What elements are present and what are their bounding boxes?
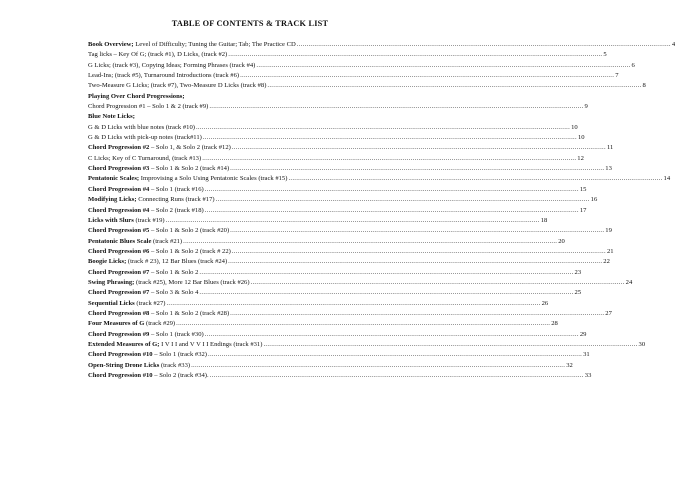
toc-entry-text — [88, 226, 229, 236]
toc-entry-description: – Solo 1 (track #30) — [149, 330, 204, 338]
toc-entry-description: (track # 23), 12 Bar Blues (track #24) — [126, 258, 228, 266]
toc-entry-description: – Solo 1, & Solo 2 (track #12) — [149, 144, 231, 152]
toc-entry-heading: Pentatonic Scales; — [88, 175, 140, 183]
dot-leader — [251, 278, 625, 286]
toc-entry — [88, 340, 646, 350]
toc-entry-description: – Solo 1 & Solo 2 (track #14) — [149, 165, 230, 173]
toc-page-number: 27 — [605, 309, 612, 317]
toc-page-number: 31 — [583, 351, 590, 359]
table-of-contents — [88, 40, 675, 381]
toc-entry-text — [88, 216, 165, 226]
toc-page-number: 8 — [642, 82, 646, 90]
dot-leader — [176, 319, 550, 327]
toc-entry — [88, 185, 587, 195]
dot-leader — [183, 237, 557, 245]
toc-entry — [88, 81, 646, 91]
toc-entry-text — [88, 350, 207, 360]
dot-leader — [263, 340, 637, 348]
toc-entry — [88, 278, 633, 288]
dot-leader — [208, 350, 582, 358]
toc-page-number: 10 — [577, 134, 585, 142]
toc-entry — [88, 319, 558, 329]
dot-leader — [205, 206, 579, 214]
toc-page-number: 32 — [566, 361, 573, 369]
toc-entry-heading: Chord Progression #2 — [88, 144, 150, 152]
toc-entry-description: (track #19) — [133, 216, 165, 224]
toc-entry — [88, 288, 582, 298]
dot-leader — [256, 61, 630, 69]
toc-entry-heading: Open-String Drone Licks — [88, 361, 160, 369]
toc-entry-description: – Solo 2 (track #34). — [152, 372, 209, 379]
toc-entry — [88, 92, 400, 102]
toc-entry-text — [88, 40, 296, 50]
toc-page-number: 4 — [671, 41, 675, 48]
page-title: TABLE OF CONTENTS & TRACK LIST — [171, 19, 329, 28]
toc-entry-text — [88, 330, 204, 340]
toc-entry-heading: Chord Progression #5 — [88, 227, 150, 235]
toc-entry — [88, 61, 635, 71]
toc-entry — [88, 143, 614, 153]
dot-leader — [228, 257, 602, 265]
toc-entry-heading: Sequential Licks — [88, 299, 135, 307]
toc-entry-heading: Modifying Licks; — [88, 196, 137, 204]
toc-entry-heading: Chord Progression #9 — [88, 330, 150, 338]
dot-leader — [228, 50, 602, 58]
toc-entry-heading: Boogie Licks; — [88, 258, 127, 266]
toc-entry-text — [88, 81, 266, 91]
toc-entry-description: (track #27) — [134, 299, 166, 307]
toc-page-number: 16 — [590, 196, 598, 204]
toc-entry-heading: Chord Progression #3 — [88, 165, 150, 173]
toc-entry-description: – Solo 3 & Solo 4 — [149, 289, 199, 297]
toc-entry-heading: Pentatonic Blues Scale — [88, 237, 152, 245]
toc-entry-description: Improvising a Solo Using Pentatonic Scales (track #15) — [139, 175, 288, 183]
toc-entry-text — [88, 257, 227, 267]
dot-leader — [230, 226, 604, 234]
toc-entry-heading: Chord Progression #4 — [88, 206, 150, 214]
toc-entry — [88, 71, 619, 81]
toc-entry — [88, 299, 549, 309]
toc-page-number: 13 — [605, 165, 612, 173]
toc-page-number: 12 — [577, 154, 584, 162]
toc-entry-description: (track #21) — [151, 237, 183, 245]
toc-entry-description: (track #25), More 12 Bar Blues (track #26) — [134, 278, 250, 286]
toc-entry — [88, 330, 587, 340]
toc-entry-text — [88, 340, 262, 350]
toc-page-number: 11 — [606, 144, 614, 152]
toc-entry-text — [88, 247, 231, 257]
toc-entry — [88, 123, 578, 133]
dot-leader — [166, 299, 540, 307]
toc-page-number: 29 — [579, 330, 587, 338]
dot-leader — [230, 164, 604, 172]
toc-entry-description: (track #29) — [144, 320, 176, 328]
toc-entry-heading: Swing Phrasing; — [88, 278, 135, 286]
toc-entry-text — [88, 185, 204, 195]
dot-leader — [199, 268, 573, 276]
toc-entry-description: Level of Difficulty; Tuning the Guitar; Tab; The Practice CD — [133, 41, 296, 48]
toc-entry-heading: Chord Progression #10 — [88, 372, 153, 379]
toc-page-number: 25 — [574, 289, 582, 297]
toc-entry-description: – Solo 1 (track #32) — [152, 351, 207, 359]
toc-entry-text — [88, 361, 190, 371]
toc-entry-text — [88, 288, 198, 298]
dot-leader — [203, 133, 577, 141]
toc-entry-heading: Book Overview; — [88, 41, 134, 48]
toc-entry — [88, 102, 588, 112]
toc-page-number: 10 — [571, 123, 578, 131]
toc-entry — [88, 309, 612, 319]
toc-entry — [88, 50, 607, 60]
toc-page-number: 5 — [603, 51, 607, 59]
toc-page-number: 33 — [584, 372, 592, 379]
toc-entry-description: Two-Measure G Licks; (track #7), Two-Measure D Licks (track #8) — [88, 82, 267, 90]
toc-entry-description: I V I I and V V I I Endings (track #31) — [159, 340, 263, 348]
dot-leader — [216, 195, 590, 203]
dot-leader — [232, 247, 606, 255]
toc-entry-text — [88, 123, 195, 133]
toc-entry — [88, 361, 573, 371]
toc-entry — [88, 371, 592, 381]
toc-entry-description: (track #33) — [159, 361, 191, 369]
toc-entry-description: Connecting Runs (track #17) — [136, 196, 215, 204]
toc-page-number: 26 — [541, 299, 549, 307]
dot-leader — [210, 371, 584, 379]
toc-entry-description: – Solo 1 & Solo 2 (track # 22) — [149, 247, 231, 255]
dot-leader — [205, 185, 579, 193]
dot-leader — [205, 330, 579, 338]
toc-entry-heading: Extended Measures of G; — [88, 340, 160, 348]
toc-entry-heading: Playing Over Chord Progressions; — [88, 92, 185, 100]
dot-leader — [240, 71, 614, 79]
toc-entry-text — [88, 195, 215, 205]
toc-entry-text — [88, 237, 182, 247]
toc-entry-text — [88, 154, 201, 164]
toc-entry-text — [88, 102, 208, 112]
toc-entry-description: Lead-Ins; (track #5), Turnaround Introductions (track #6) — [88, 72, 240, 80]
toc-page-number: 22 — [603, 258, 610, 266]
toc-entry-heading: Chord Progression #6 — [88, 247, 150, 255]
toc-entry-description: C Licks; Key of C Turnaround, (track #13) — [88, 154, 202, 162]
toc-entry-description: – Solo 1 & Solo 2 (track #28) — [149, 309, 230, 317]
toc-entry — [88, 257, 610, 267]
toc-entry — [88, 112, 400, 122]
dot-leader — [209, 102, 583, 110]
toc-entry-description: – Solo 2 (track #18) — [149, 206, 204, 214]
toc-entry-heading: Chord Progression #7 — [88, 289, 150, 297]
toc-entry-text — [88, 319, 175, 329]
toc-entry-heading: Chord Progression #7 — [88, 268, 150, 276]
toc-entry-description: G & D Licks with pick-up notes (track#11) — [88, 134, 202, 142]
toc-entry-text — [88, 174, 287, 184]
toc-entry-heading: Chord Progression #4 — [88, 185, 150, 193]
toc-entry-heading: Chord Progression #8 — [88, 309, 150, 317]
toc-entry-heading: Blue Note Licks; — [88, 113, 135, 121]
toc-entry-description: G Licks; (track #3), Copying Ideas; Forming Phrases (track #4) — [88, 61, 256, 69]
toc-entry-text — [88, 164, 229, 174]
dot-leader — [199, 288, 573, 296]
toc-entry-text — [88, 371, 209, 381]
toc-entry — [88, 247, 614, 257]
toc-entry-description: G & D Licks with blue notes (track #10) — [88, 123, 195, 131]
toc-page-number: 30 — [638, 340, 646, 348]
toc-page-number: 17 — [579, 206, 587, 214]
toc-entry-heading: Chord Progression #10 — [88, 351, 153, 359]
toc-entry-text — [88, 299, 165, 309]
toc-entry-text — [88, 278, 250, 288]
toc-page-number: 20 — [558, 237, 565, 245]
toc-entry-text — [88, 268, 198, 278]
toc-page-number: 19 — [605, 227, 612, 235]
toc-page-number: 23 — [574, 268, 582, 276]
toc-entry-text — [88, 309, 229, 319]
dot-leader — [232, 143, 606, 151]
toc-entry — [88, 174, 671, 184]
dot-leader — [166, 216, 540, 224]
toc-entry-description: – Solo 1 & Solo 2 (track #20) — [149, 227, 230, 235]
toc-entry — [88, 195, 598, 205]
dot-leader — [230, 309, 604, 317]
toc-entry-description: Tag licks – Key Of G; (track #1), D Licks, (track #2) — [88, 51, 228, 59]
toc-page-number: 9 — [584, 103, 588, 111]
toc-entry — [88, 40, 675, 50]
dot-leader — [202, 154, 576, 162]
toc-page-number: 21 — [606, 247, 614, 255]
toc-entry-text — [88, 113, 135, 120]
toc-entry-text — [88, 206, 204, 216]
toc-page-number: 14 — [663, 175, 671, 183]
dot-leader — [288, 174, 662, 182]
toc-page-number: 7 — [615, 72, 619, 80]
toc-entry — [88, 226, 612, 236]
toc-entry-text — [88, 61, 255, 71]
toc-page-number: 18 — [540, 216, 548, 224]
toc-entry — [88, 268, 582, 278]
dot-leader — [267, 81, 641, 89]
toc-entry — [88, 206, 587, 216]
toc-entry-text — [88, 93, 185, 100]
dot-leader — [191, 361, 565, 369]
toc-page-number: 24 — [625, 278, 633, 286]
toc-entry — [88, 350, 590, 360]
toc-entry — [88, 237, 565, 247]
toc-entry-description: – Solo 1 (track #16) — [149, 185, 204, 193]
dot-leader — [196, 123, 570, 131]
toc-entry-text — [88, 143, 231, 153]
toc-entry — [88, 164, 612, 174]
toc-entry-description: – Solo 1 & Solo 2 — [149, 268, 199, 276]
toc-entry-text — [88, 71, 239, 81]
toc-page-number: 15 — [579, 185, 587, 193]
toc-entry — [88, 133, 585, 143]
dot-leader — [297, 40, 671, 48]
toc-entry-description: Chord Progression #1 – Solo 1 & 2 (track #9) — [88, 103, 209, 111]
toc-page-number: 6 — [631, 61, 635, 69]
toc-entry — [88, 154, 584, 164]
toc-entry — [88, 216, 548, 226]
toc-page-number: 28 — [551, 320, 558, 328]
toc-entry-heading: Licks with Slurs — [88, 216, 134, 224]
toc-entry-text — [88, 133, 202, 143]
toc-entry-text — [88, 50, 227, 60]
toc-entry-heading: Four Measures of G — [88, 320, 145, 328]
